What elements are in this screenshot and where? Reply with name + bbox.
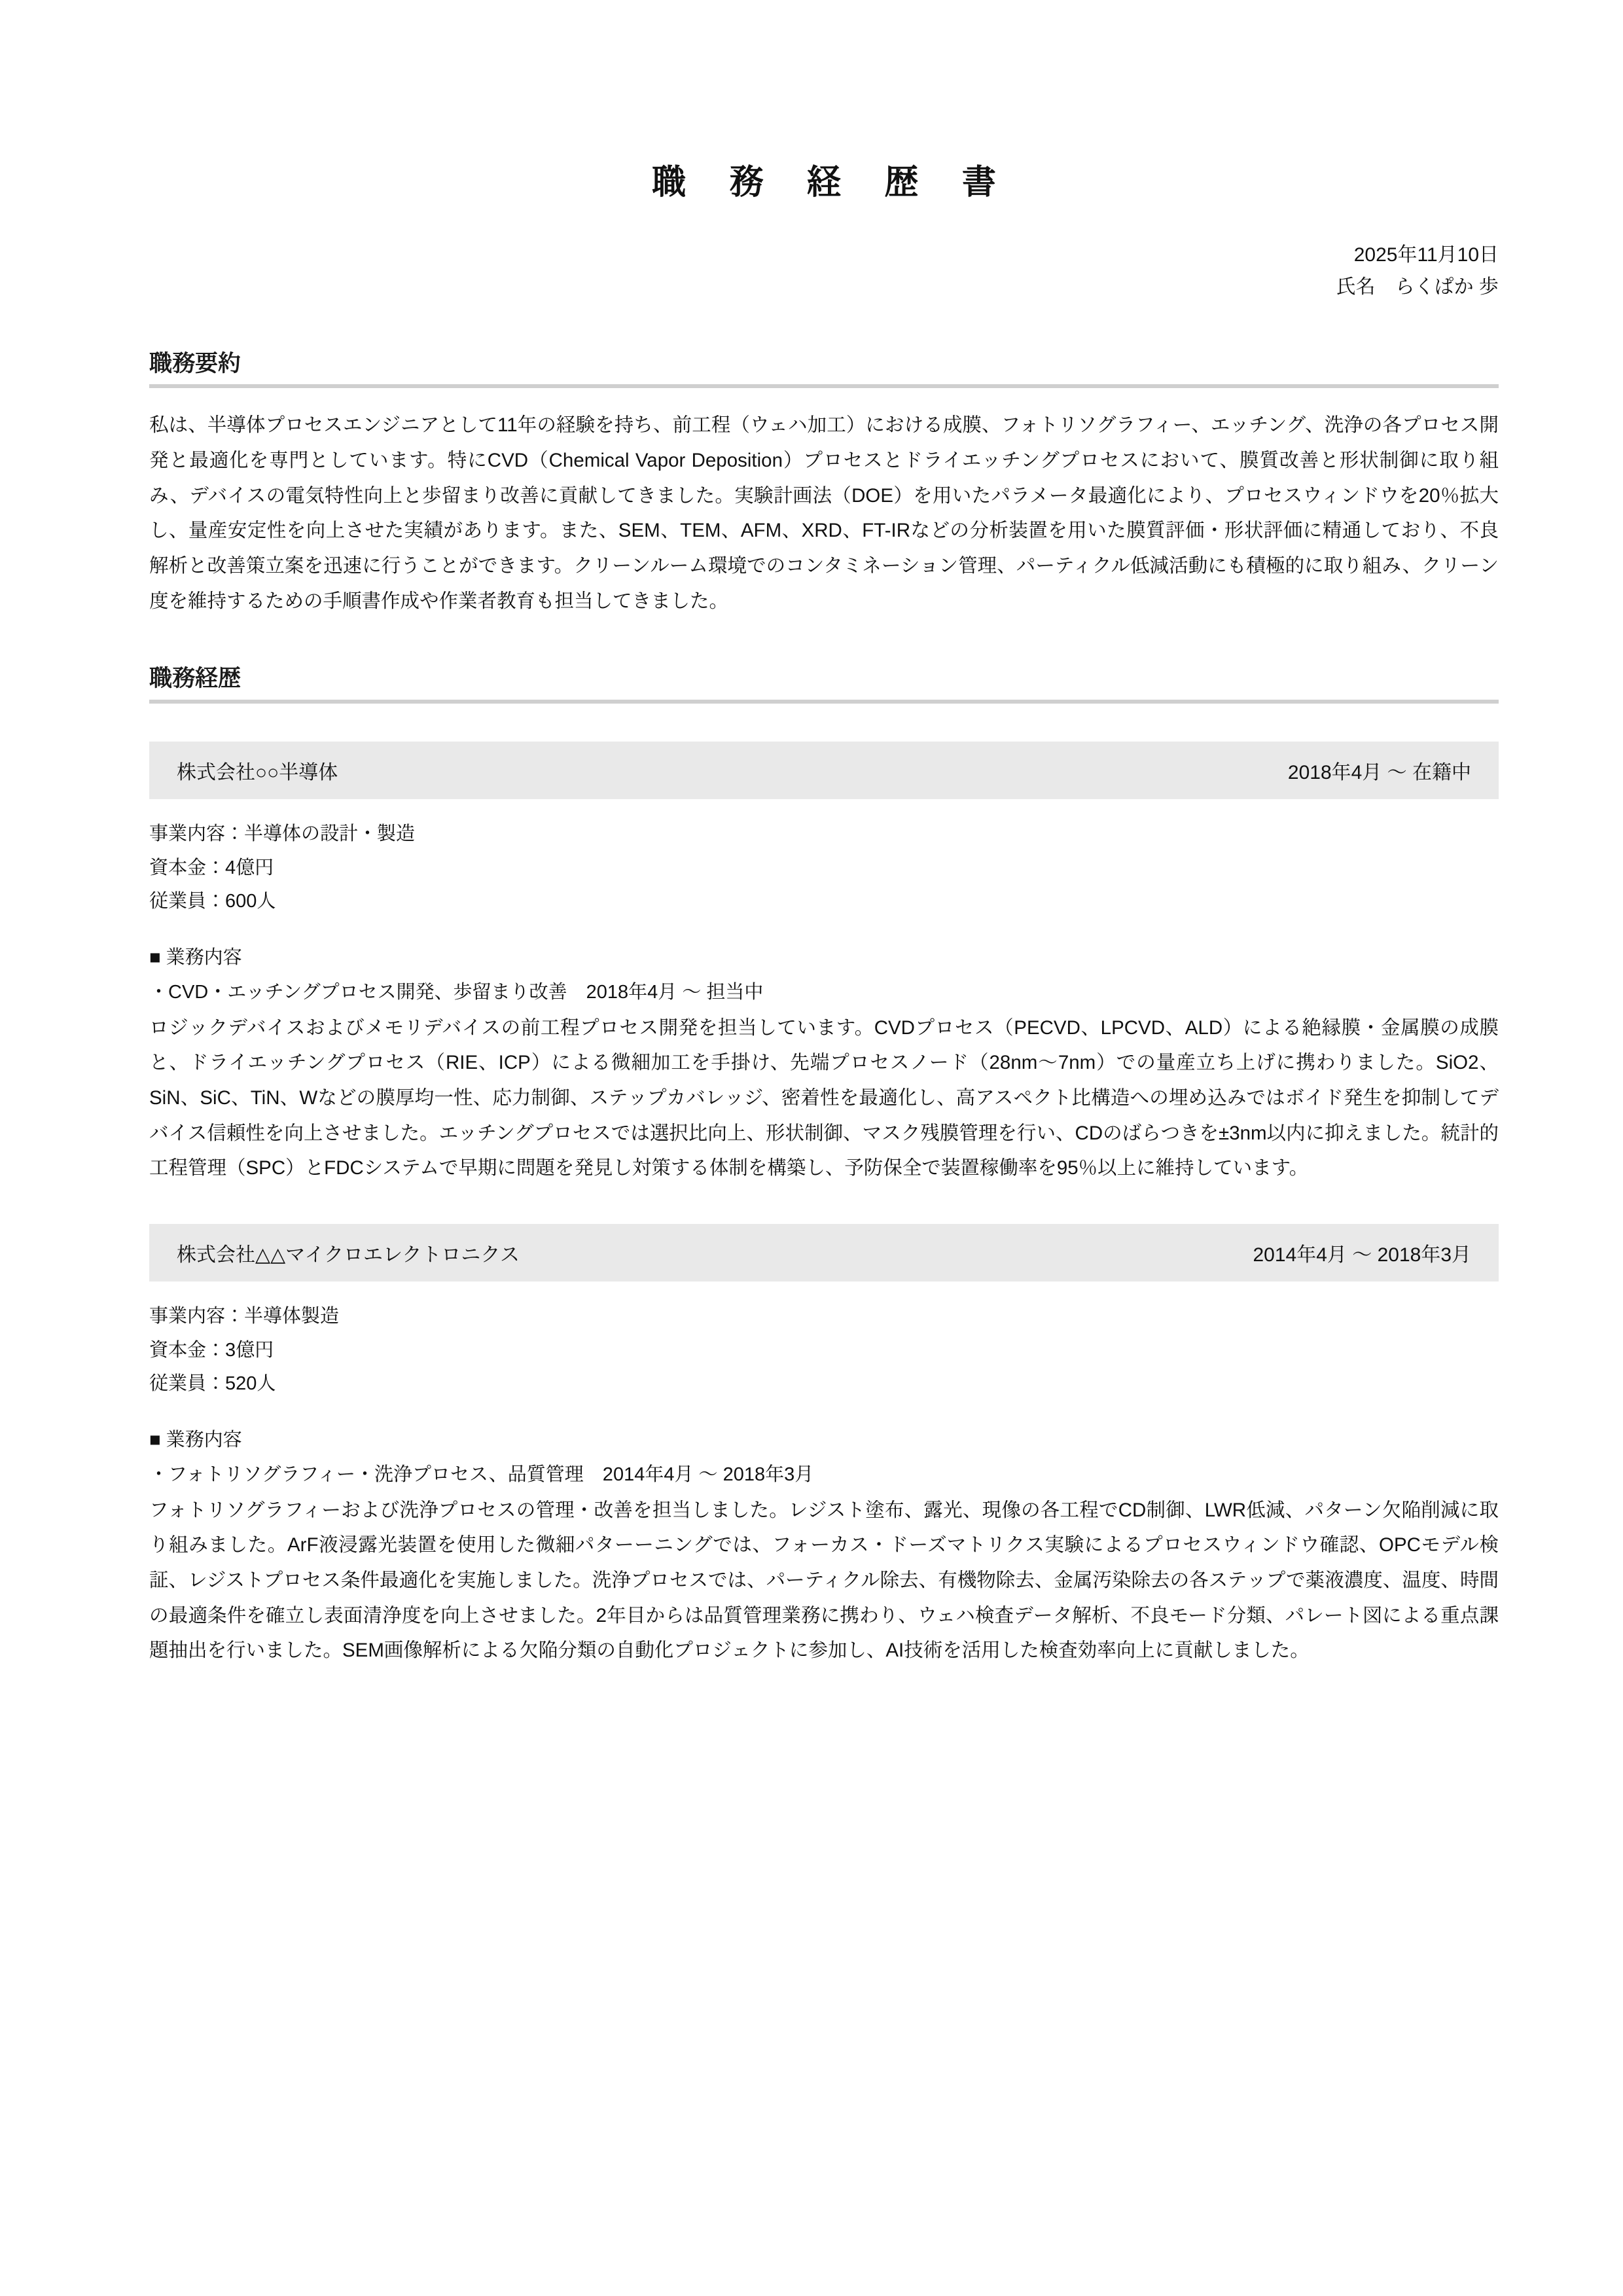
page-content: [149, 0, 1499, 1688]
summary-section: [149, 350, 1499, 619]
job-fact-business: 事業内容：半導体の設計・製造: [149, 823, 416, 845]
page-title: 職 務 経 歴 書: [652, 164, 1013, 202]
summary-section-heading: 職務要約: [149, 350, 1499, 389]
job-fact-capital: 資本金：4億円: [149, 857, 274, 878]
document-date: 2025年11月10日: [1353, 244, 1499, 266]
job-entry: [149, 1224, 1499, 1668]
experience-section: [149, 664, 1499, 1668]
job-period: 2018年4月 〜 在籍中: [1287, 762, 1471, 784]
job-fact-employees: 従業員：520人: [149, 1373, 276, 1395]
job-fact-employees: 従業員：600人: [149, 891, 276, 912]
job-entry: [149, 742, 1499, 1186]
duty-title: ・フォトリソグラフィー・洗浄プロセス、品質管理 2014年4月 〜 2018年3月: [149, 1464, 814, 1486]
job-company-name: 株式会社△△マイクロエレクトロニクス: [177, 1244, 520, 1266]
job-company-name: 株式会社○○半導体: [177, 762, 338, 784]
duty-title: ・CVD・エッチングプロセス開発、歩留まり改善 2018年4月 〜 担当中: [149, 982, 764, 1003]
duty-description: フォトリソグラフィーおよび洗浄プロセスの管理・改善を担当しました。レジスト塗布、露光、現像の各工程でCD制御、LWR低減、パターン欠陥削減に取り組みました。ArF液浸露光装置を使用した微細パターーニングでは、フォーカス・ドーズマトリクス実験によるプロセスウィンドウ確認、OPCモデル検証、レジストプロセス条件最適化を実施しました。洗浄プロセスでは、パーティクル除去、有機物除去、金属汚染除去の各ステップで薬液濃度、温度、時間の最適条件を確立し表面清浄度を向上させました。2年目からは品質管理業務に携わり、ウェハ検査データ解析、不良モード分類、パレート図による重点課題抽出を行いました。SEM画像解析による欠陥分類の自動化プロジェクトに参加し、AI技術を活用した検査効率向上に貢献しました。: [149, 1499, 1499, 1662]
job-period: 2014年4月 〜 2018年3月: [1253, 1244, 1471, 1266]
job-header: [149, 742, 1499, 799]
job-fact-business: 事業内容：半導体製造: [149, 1306, 340, 1327]
job-facts: [149, 817, 1499, 919]
job-fact-capital: 資本金：3億円: [149, 1339, 274, 1361]
job-header: [149, 1224, 1499, 1282]
applicant-name: 氏名 らくぱか 歩: [1336, 276, 1499, 298]
document-meta: [149, 240, 1499, 303]
job-facts: [149, 1300, 1499, 1401]
summary-text: 私は、半導体プロセスエンジニアとして11年の経験を持ち、前工程（ウェハ加工）における成膜、フォトリソグラフィー、エッチング、洗浄の各プロセス開発と最適化を専門としています。特にCVD（Chemical Vapor Deposition）プロセスとドライエッチングプロセスにおいて、膜質改善と形状制御に取り組み、デバイスの電気特性向上と歩留まり改善に貢献してきました。実験計画法（DOE）を用いたパラメータ最適化により、プロセスウィンドウを20％拡大し、量産安定性を向上させた実績があります。また、SEM、TEM、AFM、XRD、FT-IRなどの分析装置を用いた膜質評価・形状評価に精通しており、不良解析と改善策立案を迅速に行うことができます。クリーンルーム環境でのコンタミネーション管理、パーティクル低減活動にも積極的に取り組み、クリーン度を維持するための手順書作成や作業者教育も担当してきました。: [149, 414, 1499, 612]
duty-description: ロジックデバイスおよびメモリデバイスの前工程プロセス開発を担当しています。CVDプロセス（PECVD、LPCVD、ALD）による絶縁膜・金属膜の成膜と、ドライエッチングプロセス（RIE、ICP）による微細加工を手掛け、先端プロセスノード（28nm〜7nm）での量産立ち上げに携わりました。SiO2、SiN、SiC、TiN、Wなどの膜厚均一性、応力制御、ステップカバレッジ、密着性を最適化し、高アスペクト比構造への埋め込みではボイド発生を抑制してデバイス信頼性を向上させました。エッチングプロセスでは選択比向上、形状制御、マスク残膜管理を行い、CDのばらつきを±3nm以内に抑えました。統計的工程管理（SPC）とFDCシステムで早期に問題を発見し対策する体制を構築し、予防保全で装置稼働率を95％以上に維持しています。: [149, 1016, 1499, 1179]
duty-section-heading: ■ 業務内容: [149, 947, 242, 969]
duty-section-heading: ■ 業務内容: [149, 1429, 242, 1450]
experience-section-heading: 職務経歴: [149, 664, 1499, 704]
